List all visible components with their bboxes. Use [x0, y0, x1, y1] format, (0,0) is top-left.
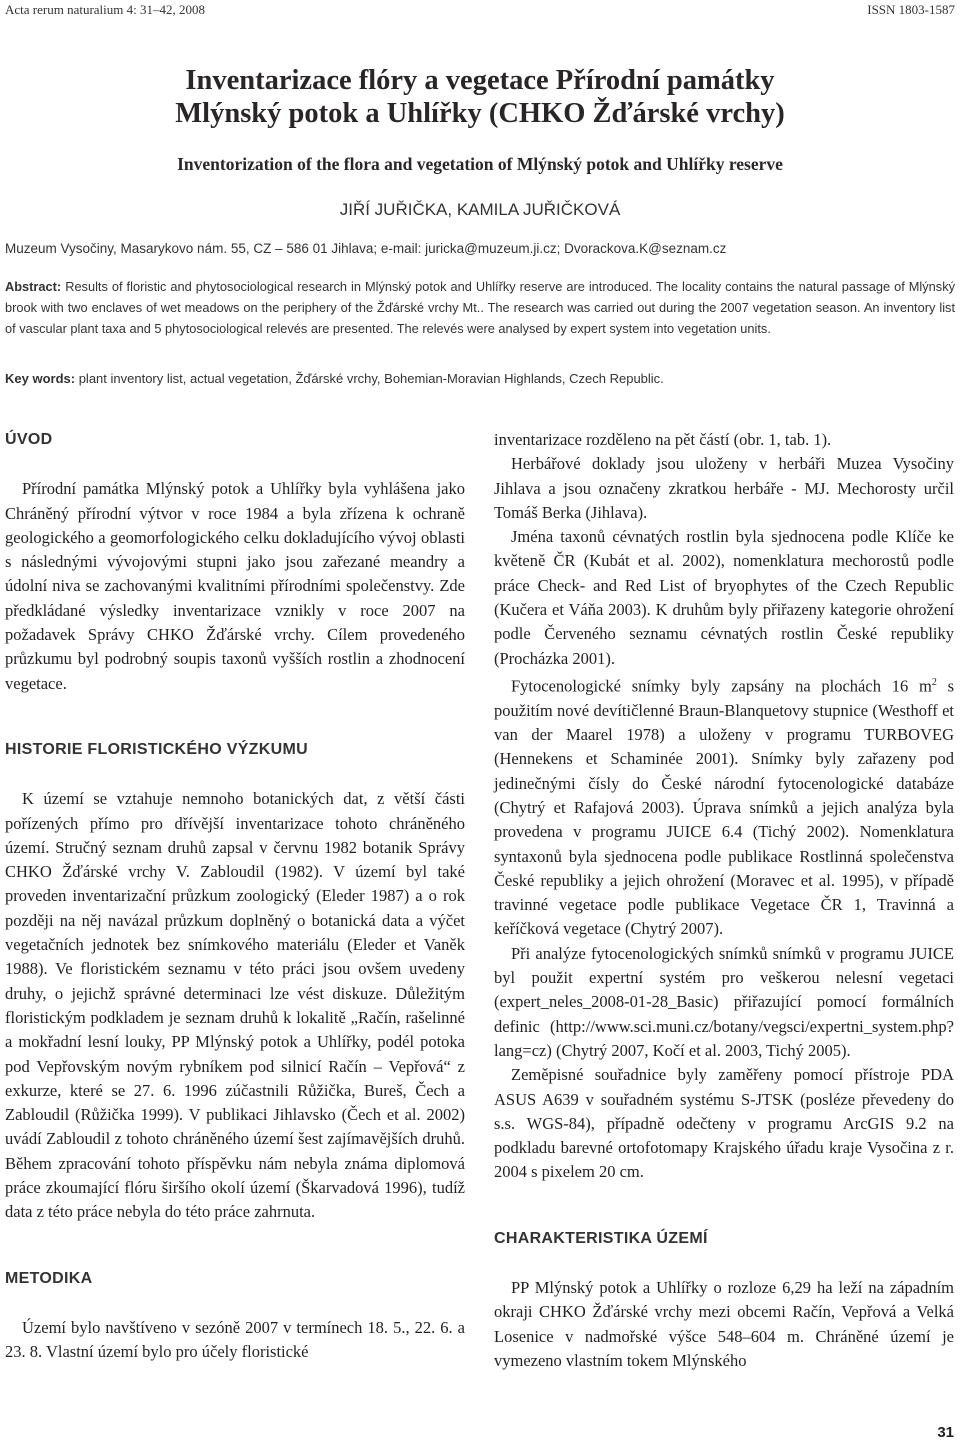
paragraph-historie: K území se vztahuje nemnoho botanických dat, z větší části pořízených přímo pro dřívější inventarizace tohoto chráněného území. Stručný seznam druhů zapsal v červnu 1982 botanik Správy CHKO Žďárské vrchy V. Zabloudil (1982). V území byl také proveden inventarizační průzkum zoologický (Eleder 1987) a o rok později na něj navázal průzkum doplněný o botanická data a výčet vegetačních jednotek bez snímkového materiálu (Eleder et Vaněk 1988). Ve floristickém seznamu v této práci jsou ovšem uvedeny druhy, o jejichž správné determinaci lze vést diskuze. Důležitým floristickým podkladem je seznam druhů k lokalitě „Račín, rašelinné a mokřadní lesní louky, PP Mlýnský potok a Uhlířky, podél potoka pod Vepřovským novým rybníkem pod silnicí Račín – Vepřová“ z exkurze, které se 27. 6. 1996 zúčastnili Růžička, Bureš, Čech a Zabloudil (Růžička 1999). V publikaci Jihlavsko (Čech et al. 2002) uvádí Zabloudil z tohoto chráněného území šest zajímavějších druhů. Během zpracování tohoto příspěvku nám nebyla známa diplomová práce zkoumající flóru širšího okolí území (Škarvadová 1996), tudíž data z této práce nebyla do této práce zahrnuta. [5, 789, 465, 1222]
journal-citation: Acta rerum naturalium 4: 31–42, 2008 [5, 2, 206, 17]
right-column [494, 428, 954, 1373]
page-number: 31 [937, 1424, 954, 1441]
keywords-text: plant inventory list, actual vegetation, Žďárské vrchy, Bohemian-Moravian Highlands, Czech Republic. [78, 371, 664, 386]
title-line-2: Mlýnský potok a Uhlířky (CHKO Žďárské vrchy) [175, 98, 785, 129]
keywords [5, 371, 955, 386]
section-heading-historie: HISTORIE FLORISTICKÉHO VÝZKUMU [5, 740, 308, 758]
paragraph-juice: Při analýze fytocenologických snímků snímků v programu JUICE byl použit expertní systém pro veškerou nelesní vegetaci (expert_neles_2008-01-28_Basic) přiřazující pomocí formálních definic (http://www.sci.muni.cz/botany/vegsci/expertni_system.php?lang=cz) (Chytrý 2007, Kočí et al. 2003, Tichý 2005). [494, 943, 954, 1060]
paragraph-charakteristika: PP Mlýnský potok a Uhlířky o rozloze 6,29 ha leží na západním okraji CHKO Žďárské vrchy mezi obcemi Račín, Vepřová a Velká Losenice v nadmořské výšce 548–604 m. Chráněné území je vymezeno vlastním tokem Mlýnského [494, 1278, 954, 1370]
affiliation: Muzeum Vysočiny, Masarykovo nám. 55, CZ – 586 01 Jihlava; e-mail: juricka@muzeum.ji.cz; Dvorackova.K@seznam.cz [5, 241, 727, 256]
abstract-text: Results of floristic and phytosociological research in Mlýnský potok and Uhlířky reserve are introduced. The locality contains the natural passage of Mlýnský brook with two enclaves of wet meadows on the periphery of the Žďárské vrchy Mt.. The research was carried out during the 2007 vegetation season. An inventory list of vascular plant taxa and 5 phytosociological relevés are presented. The relevés were analysed by expert system into vegetation units. [5, 279, 955, 336]
article-title [0, 64, 960, 130]
keywords-label: Key words: [5, 371, 76, 386]
paragraph-nomenklatura: Jména taxonů cévnatých rostlin byla sjednocena podle Klíče ke květeně ČR (Kubát et al. 2002), nomenklatura mechorostů podle práce Check- and Red List of bryophytes of the Czech Republic (Kučera et Váňa 2003). K druhům byly přiřazeny kategorie ohrožení podle Červeného seznamu cévnatých rostlin České republiky (Procházka 2001). [494, 527, 954, 668]
paragraph-herbar: Herbářové doklady jsou uloženy v herbáři Muzea Vysočiny Jihlava a jsou označeny zkratkou herbáře - MJ. Mechorosty určil Tomáš Berka (Jihlava). [494, 454, 954, 522]
issn: ISSN 1803-1587 [867, 2, 955, 17]
english-title: Inventorization of the flora and vegetation of Mlýnský potok and Uhlířky reserve [177, 154, 783, 174]
section-heading-uvod: ÚVOD [5, 431, 53, 448]
running-header [5, 2, 955, 22]
left-column [5, 428, 465, 1365]
section-heading-metodika: METODIKA [5, 1269, 93, 1287]
abstract [5, 276, 955, 339]
abstract-label: Abstract: [5, 279, 62, 294]
paragraph-uvod: Přírodní památka Mlýnský potok a Uhlířky byla vyhlášena jako Chráněný přírodní výtvor v roce 1984 a byla zřízena k ochraně geologického a geomorfologického celku dokladujícího vývoj oblasti s následnými vývojovými stupni jako jsou zařezané meandry a údolní niva se zachovanými kvalitními přírodními společenstvy. Zde předkládané výsledky inventarizace vznikly v roce 2007 na požadavek Správy CHKO Žďárské vrchy. Cílem provedeného průzkumu byl podrobný soupis taxonů vyšších rostlin a zhodnocení vegetace. [5, 479, 465, 693]
paragraph-metodika: Území bylo navštíveno v sezóně 2007 v termínech 18. 5., 22. 6. a 23. 8. Vlastní území bylo pro účely floristické [5, 1317, 465, 1362]
paragraph-metodika-cont: inventarizace rozděleno na pět částí (obr. 1, tab. 1). [494, 430, 832, 449]
authors: JIŘÍ JUŘIČKA, KAMILA JUŘIČKOVÁ [339, 200, 621, 219]
title-line-1: Inventarizace flóry a vegetace Přírodní památky [185, 65, 775, 96]
paragraph-souradnice: Zeměpisné souřadnice byly zaměřeny pomocí přístroje PDA ASUS A639 v souřadném systému S-JTSK (posléze převedeny do s.s. WGS-84), případně odečteny v programu ArcGIS 9.2 na podkladu barevné ortofotomapy Krajského úřadu kraje Vysočina z r. 2004 s pixelem 20 cm. [494, 1065, 954, 1182]
paragraph-snimky: Fytocenologické snímky byly zapsány na plochách 16 $m^2$ s použitím nové devítičlenné Braun-Blanquetovy stupnice (Westhoff et van der Maarel 1978) a uloženy v programu TURBOVEG (Hennekens et Schaminée 2001). Snímky byly zařazeny pod jedinečnými čísly do České národní fytocenologické databáze (Chytrý et Rafajová 2003). Úprava snímků a jejich analýza byla provedena v programu JUICE 6.4 (Tichý 2002). Nomenklatura syntaxonů byla sjednocena podle publikace Rostlinná společenstva České republiky a jejich ohrožení (Moravec et al. 1995), v případě travinné vegetace podle publikace Vegetace ČR 1, Travinná a keříčková vegetace (Chytrý 2007). [494, 676, 954, 939]
section-heading-charakteristika: CHARAKTERISTIKA ÚZEMÍ [494, 1229, 708, 1247]
